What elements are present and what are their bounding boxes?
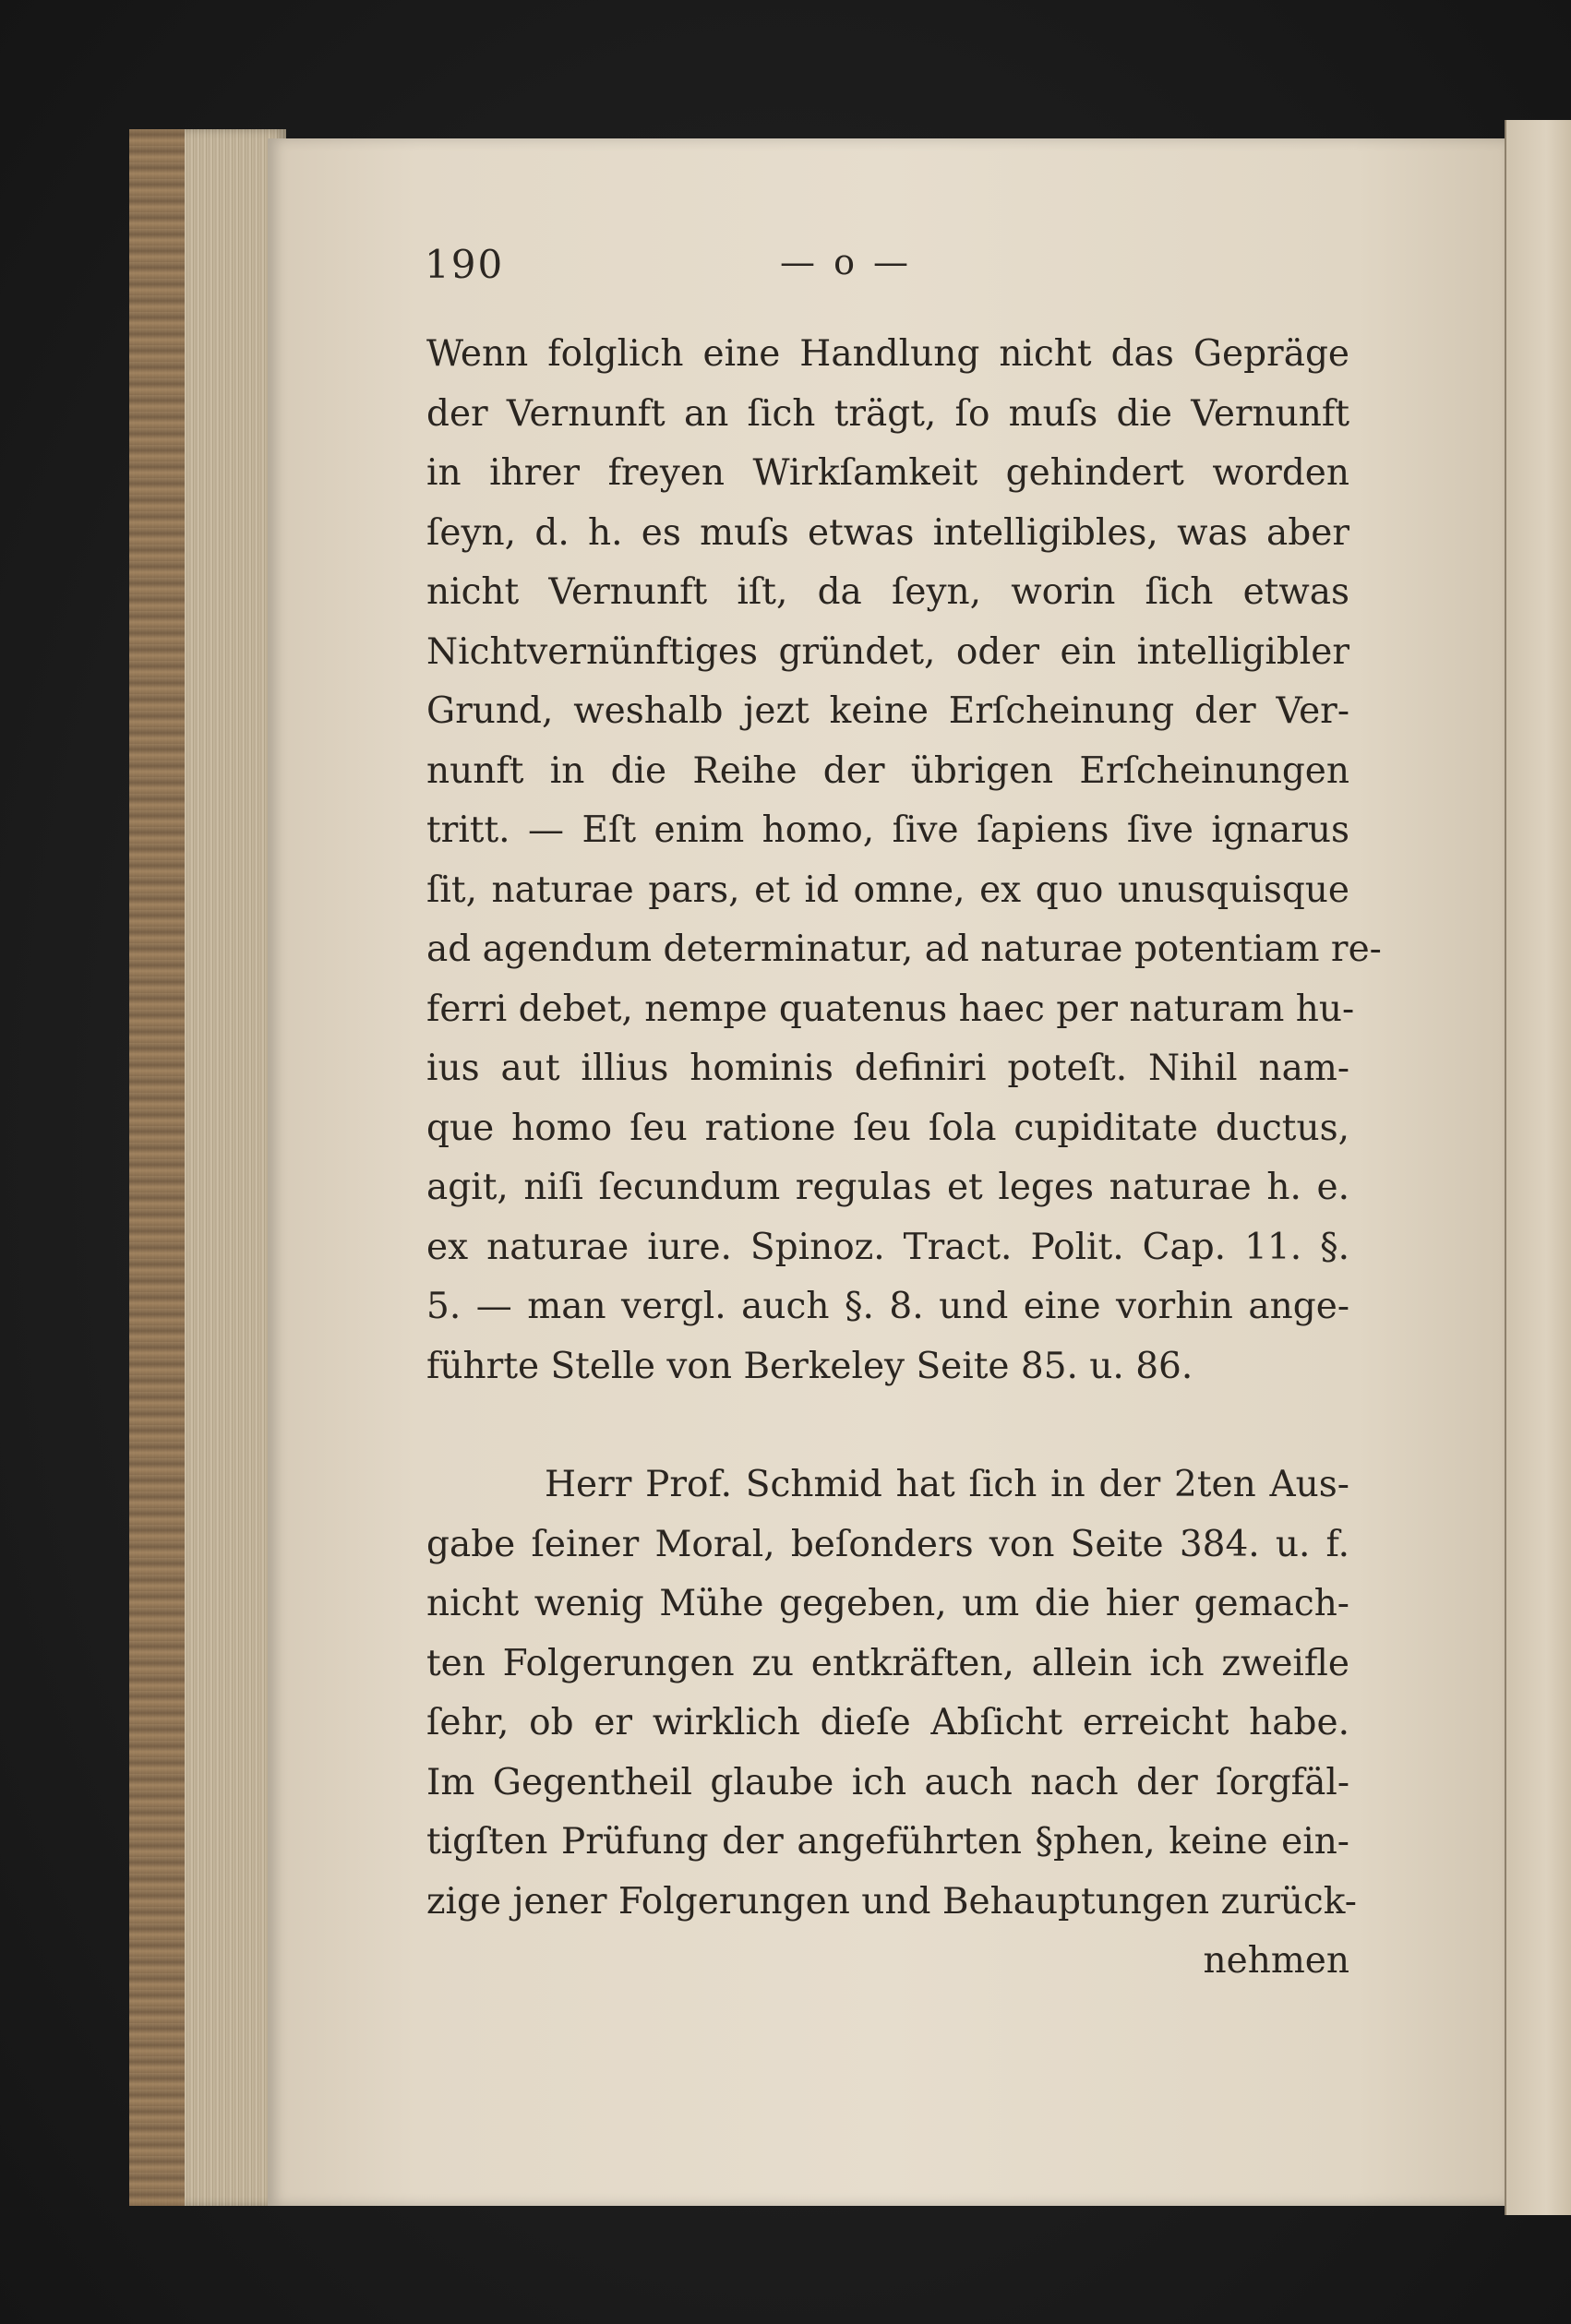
text-line: nicht wenig Mühe gegeben, um die hier gemach- bbox=[426, 1583, 1349, 1624]
text-line: der Vernunft an ſich trägt, ſo muſs die Vernunft bbox=[426, 392, 1349, 435]
text-line: ſit, naturae pars, et id omne, ex quo unusquisque bbox=[426, 869, 1349, 911]
text-line: ad agendum determinatur, ad naturae potentiam re- bbox=[426, 928, 1382, 970]
paragraph-gap bbox=[426, 1396, 1349, 1455]
page-text bbox=[426, 325, 1382, 1992]
text-line: ex naturae iure. Spinoz. Tract. Polit. Cap. 11. §. bbox=[426, 1226, 1349, 1268]
text-line: nunft in die Reihe der übrigen Erſcheinungen bbox=[426, 749, 1349, 792]
book-cover-edge bbox=[129, 129, 185, 2206]
text-line: ferri debet, nempe quatenus haec per naturam hu- bbox=[426, 988, 1355, 1030]
text-line: Herr Prof. Schmid hat ſich in der 2ten Aus- bbox=[545, 1464, 1349, 1505]
text-line: ten Folgerungen zu entkräften, allein ich zweifle bbox=[426, 1642, 1349, 1684]
text-line: zige jener Folgerungen und Behauptungen zurück- bbox=[426, 1880, 1357, 1923]
text-line: tigſten Prüfung der angeführten §phen, keine ein- bbox=[426, 1821, 1349, 1863]
text-line: Grund, weshalb jezt keine Erſcheinung der Ver- bbox=[426, 690, 1349, 732]
text-line: Wenn folglich eine Handlung nicht das Gepräge bbox=[426, 333, 1349, 375]
text-line: tritt. — Eſt enim homo, ſive ſapiens ſive ignarus bbox=[426, 809, 1349, 851]
text-line: Im Gegentheil glaube ich auch nach der ſorgfäl- bbox=[426, 1761, 1349, 1803]
text-line: ſeyn, d. h. es muſs etwas intelligibles, was aber bbox=[426, 511, 1349, 554]
text-line: que homo ſeu ratione ſeu ſola cupiditate ductus, bbox=[426, 1107, 1349, 1149]
text-line: führte Stelle von Berkeley Seite 85. u. 86. bbox=[426, 1345, 1193, 1387]
text-line: ius aut illius hominis definiri poteſt. Nihil nam- bbox=[426, 1048, 1349, 1089]
paragraph-2 bbox=[426, 1455, 1357, 1932]
facing-page-edge bbox=[1505, 120, 1571, 2215]
text-line: agit, niſi ſecundum regulas et leges naturae h. e. bbox=[426, 1167, 1349, 1208]
text-line: nicht Vernunft iſt, da ſeyn, worin ſich etwas bbox=[426, 571, 1349, 613]
text-line: Nichtvernünftiges gründet, oder ein intelligibler bbox=[426, 630, 1349, 673]
header-ornament: — o — bbox=[780, 242, 913, 282]
paragraph-1 bbox=[426, 325, 1382, 1396]
text-line: ſehr, ob er wirklich dieſe Abſicht erreicht habe. bbox=[426, 1702, 1349, 1743]
page-header bbox=[425, 242, 1385, 297]
text-line: gabe ſeiner Moral, beſonders von Seite 384. u. f. bbox=[426, 1523, 1349, 1565]
catchword: nehmen bbox=[1203, 1940, 1349, 1982]
text-line: in ihrer freyen Wirkſamkeit gehindert worden bbox=[426, 452, 1349, 494]
page-number: 190 bbox=[425, 242, 505, 287]
text-line: 5. — man vergl. auch §. 8. und eine vorhin ange- bbox=[426, 1286, 1349, 1327]
